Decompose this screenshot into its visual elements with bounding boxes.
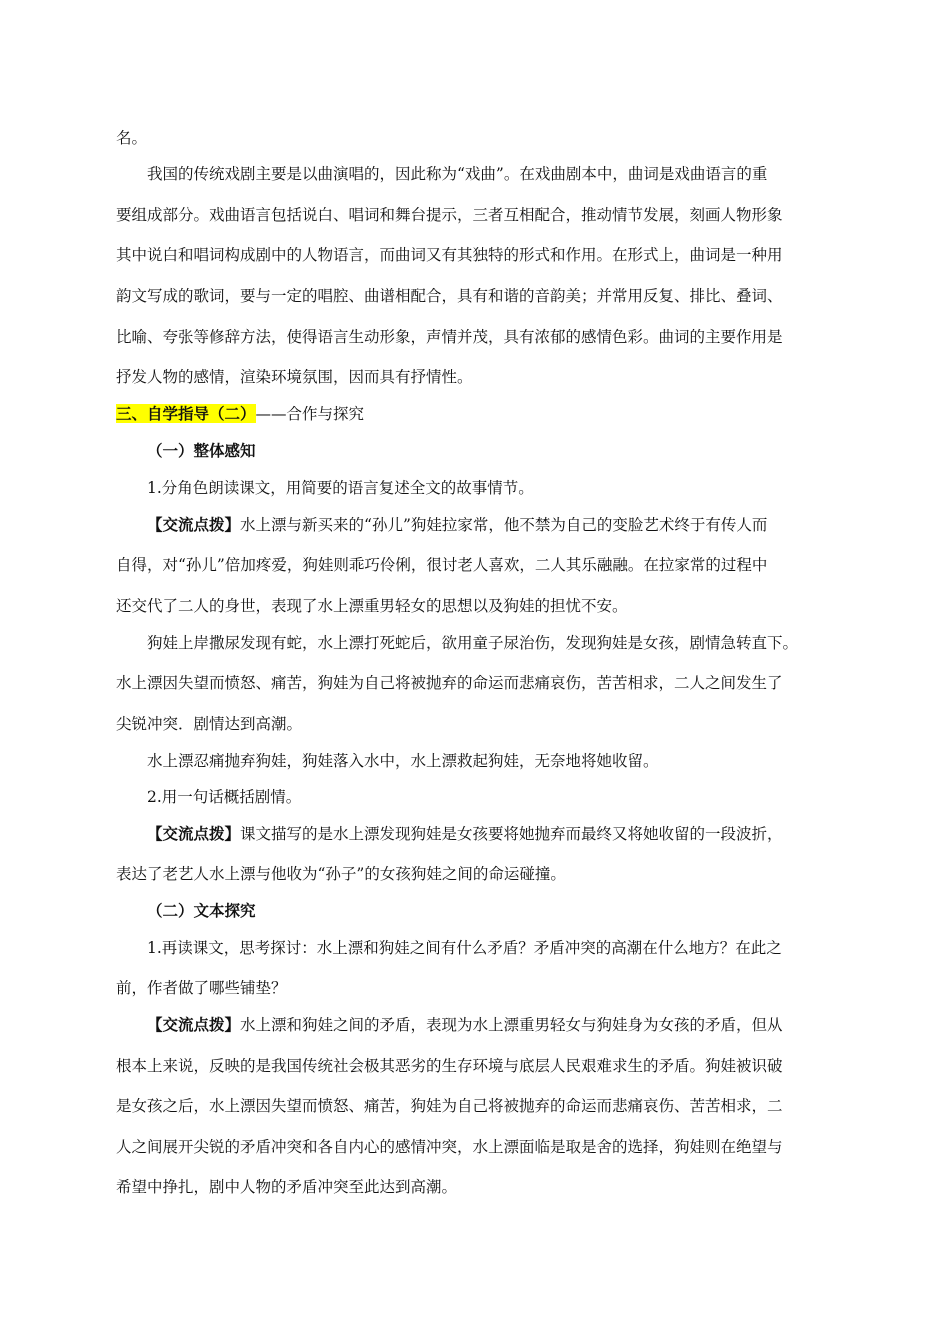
text-line: 希望中挣扎，剧中人物的矛盾冲突至此达到高潮。 bbox=[116, 1178, 458, 1196]
text-line: 表达了老艺人水上漂与他收为“孙子”的女孩狗娃之间的命运碰撞。 bbox=[116, 865, 566, 883]
section-heading bbox=[116, 404, 846, 424]
subsection-title: （一）整体感知 bbox=[147, 441, 256, 460]
question-1: 1.分角色朗读课文，用简要的语言复述全文的故事情节。 bbox=[147, 479, 534, 497]
text-line: 抒发人物的感情，渲染环境氛围，因而具有抒情性。 bbox=[116, 368, 473, 386]
text-line bbox=[147, 1015, 847, 1035]
text-line: 名。 bbox=[116, 129, 148, 147]
text-line: 人之间展开尖锐的矛盾冲突和各自内心的感情冲突，水上漂面临是取是舍的选择，狗娃则在绝望与 bbox=[116, 1138, 783, 1156]
text-line: 根本上来说，反映的是我国传统社会极其恶劣的生存环境与底层人民艰难求生的矛盾。狗娃被识破 bbox=[116, 1057, 783, 1075]
text-line: 自得，对“孙儿”倍加疼爱，狗娃则乖巧伶俐，很讨老人喜欢，二人其乐融融。在拉家常的过程中 bbox=[116, 556, 768, 574]
text-line: 比喻、夸张等修辞方法，使得语言生动形象，声情并茂，具有浓郁的感情色彩。曲词的主要作用是 bbox=[116, 328, 783, 346]
text-line: 尖锐冲突．剧情达到高潮。 bbox=[116, 715, 303, 733]
text-span: 水上漂与新买来的“孙儿”狗娃拉家常，他不禁为自己的变脸艺术终于有传人而 bbox=[240, 516, 768, 534]
subsection-title: （二）文本探究 bbox=[147, 901, 256, 920]
exchange-tag: 【交流点拨】 bbox=[147, 1015, 241, 1034]
section-heading-rest: ——合作与探究 bbox=[255, 405, 365, 423]
text-line: 还交代了二人的身世，表现了水上漂重男轻女的思想以及狗娃的担忧不安。 bbox=[116, 597, 628, 615]
question-2: 2.用一句话概括剧情。 bbox=[147, 788, 302, 806]
text-line: 狗娃上岸撒尿发现有蛇，水上漂打死蛇后，欲用童子尿治伤，发现狗娃是女孩，剧情急转直下。 bbox=[147, 634, 799, 652]
text-line: 前，作者做了哪些铺垫？ bbox=[116, 979, 287, 997]
section-heading-highlight: 三、自学指导（二） bbox=[116, 404, 256, 423]
text-line: 1.再读课文，思考探讨：水上漂和狗娃之间有什么矛盾？矛盾冲突的高潮在什么地方？在此之 bbox=[147, 939, 782, 957]
text-line bbox=[147, 515, 847, 535]
text-span: 课文描写的是水上漂发现狗娃是女孩要将她抛弃而最终又将她收留的一段波折， bbox=[240, 825, 783, 843]
text-line: 要组成部分。戏曲语言包括说白、唱词和舞台提示，三者互相配合，推动情节发展，刻画人物形象 bbox=[116, 206, 783, 224]
text-line: 我国的传统戏剧主要是以曲演唱的，因此称为“戏曲”。在戏曲剧本中，曲词是戏曲语言的重 bbox=[147, 165, 768, 183]
text-line: 是女孩之后，水上漂因失望而愤怒、痛苦，狗娃为自己将被抛弃的命运而悲痛哀伤、苦苦相求，二 bbox=[116, 1097, 783, 1115]
text-line: 其中说白和唱词构成剧中的人物语言，而曲词又有其独特的形式和作用。在形式上，曲词是一种用 bbox=[116, 246, 783, 264]
text-line: 水上漂因失望而愤怒、痛苦，狗娃为自己将被抛弃的命运而悲痛哀伤，苦苦相求，二人之间发生了 bbox=[116, 674, 783, 692]
exchange-tag: 【交流点拨】 bbox=[147, 515, 241, 534]
text-line bbox=[147, 824, 847, 844]
text-line: 韵文写成的歌词，要与一定的唱腔、曲谱相配合，具有和谐的音韵美；并常用反复、排比、叠词、 bbox=[116, 287, 783, 305]
answer-1-paragraph-3: 水上漂忍痛抛弃狗娃，狗娃落入水中，水上漂救起狗娃，无奈地将她收留。 bbox=[147, 752, 659, 770]
text-span: 水上漂和狗娃之间的矛盾，表现为水上漂重男轻女与狗娃身为女孩的矛盾，但从 bbox=[240, 1016, 783, 1034]
exchange-tag: 【交流点拨】 bbox=[147, 824, 241, 843]
